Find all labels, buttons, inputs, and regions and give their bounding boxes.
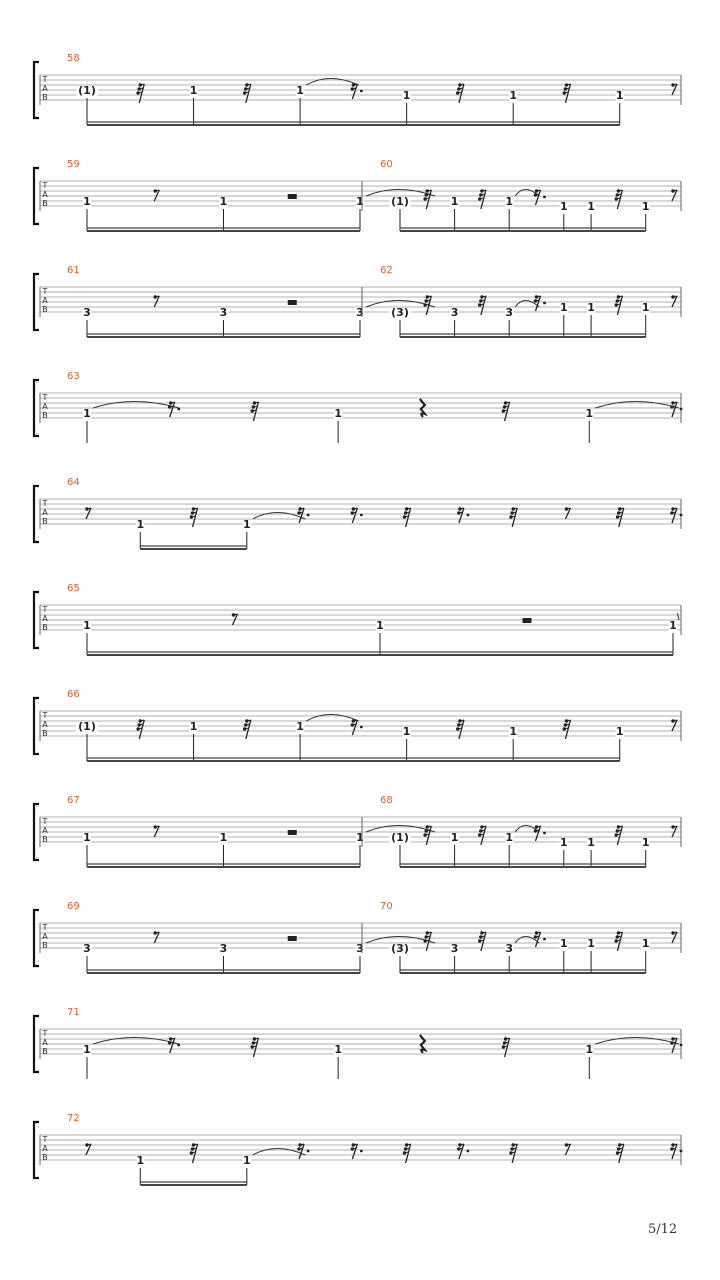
tab-clef-letter: B xyxy=(42,1047,48,1056)
system-bracket xyxy=(34,486,39,542)
tie-arc xyxy=(306,79,359,86)
fret-number: (1) xyxy=(391,195,409,208)
fret-number: 3 xyxy=(505,306,514,319)
tab-clef-letter: T xyxy=(42,923,48,932)
fret-number: 1 xyxy=(242,518,251,531)
bar-number: 65 xyxy=(67,583,80,594)
system-bracket xyxy=(34,804,39,860)
fret-number: 1 xyxy=(296,720,304,733)
tab-system xyxy=(34,901,681,973)
tab-clef-letter: B xyxy=(42,1153,48,1162)
fret-number: 1 xyxy=(450,831,459,844)
system-bracket xyxy=(34,1016,39,1072)
fret-number: 1 xyxy=(376,619,384,632)
fret-number: 1 xyxy=(83,1043,91,1056)
fret-number: 1 xyxy=(136,1154,145,1167)
fret-number: 1 xyxy=(587,200,595,213)
fret-number: 1 xyxy=(296,84,304,97)
fret-number: (1) xyxy=(78,720,96,733)
tab-clef-letter: A xyxy=(42,1038,48,1047)
dot xyxy=(177,408,180,411)
tab-clef-letter: B xyxy=(42,93,48,102)
fret-number: 1 xyxy=(587,836,595,849)
system-bracket xyxy=(34,274,39,330)
tab-clef-letter: A xyxy=(42,84,48,93)
dot xyxy=(543,938,546,941)
tie-arc xyxy=(595,1038,679,1045)
dot xyxy=(680,1150,683,1153)
fret-number: 1 xyxy=(587,301,595,314)
tab-system xyxy=(34,53,681,125)
fret-number: 1 xyxy=(615,725,624,738)
fret-number: 1 xyxy=(242,1154,251,1167)
system-bracket xyxy=(34,62,39,118)
tab-system xyxy=(34,371,682,443)
bar-number: 72 xyxy=(67,1113,80,1124)
fret-number: 1 xyxy=(83,195,91,208)
bar-number: 66 xyxy=(67,689,80,700)
fret-number: 1 xyxy=(402,725,411,738)
fret-number: 3 xyxy=(356,306,364,319)
fret-number: 3 xyxy=(83,942,91,955)
bar-number: 63 xyxy=(67,371,80,382)
tab-clef-letter: A xyxy=(42,932,48,941)
tab-clef-letter: B xyxy=(42,941,48,950)
system-bracket xyxy=(34,168,39,224)
fret-number: 1 xyxy=(505,195,514,208)
fret-number: 1 xyxy=(559,301,568,314)
fret-number: 1 xyxy=(585,407,594,420)
fret-number: 1 xyxy=(136,518,145,531)
tab-clef-letter: B xyxy=(42,517,48,526)
dot xyxy=(543,302,546,305)
tab-system xyxy=(34,795,681,867)
dot xyxy=(307,1150,310,1153)
tie-arc xyxy=(678,614,680,621)
dot xyxy=(177,1044,180,1047)
half-rest xyxy=(288,194,297,199)
fret-number: 3 xyxy=(83,306,91,319)
fret-number: 3 xyxy=(219,306,228,319)
bar-number: 59 xyxy=(67,159,80,170)
fret-number: (1) xyxy=(391,831,409,844)
tab-clef-letter: T xyxy=(42,711,48,720)
half-rest xyxy=(288,300,297,305)
tab-clef-letter: T xyxy=(42,181,48,190)
tab-clef-letter: T xyxy=(42,1135,48,1144)
dot xyxy=(360,514,363,517)
tie-arc xyxy=(93,1038,179,1045)
dot xyxy=(680,1044,683,1047)
dot xyxy=(543,832,546,835)
fret-number: 1 xyxy=(585,1043,594,1056)
dot xyxy=(680,514,683,517)
tab-clef-letter: B xyxy=(42,411,48,420)
bar-number: 69 xyxy=(67,901,80,912)
fret-number: 1 xyxy=(505,831,514,844)
tab-clef-letter: A xyxy=(42,1144,48,1153)
tab-clef-letter: T xyxy=(42,817,48,826)
system-bracket xyxy=(34,910,39,966)
bar-number: 60 xyxy=(380,159,393,170)
half-rest xyxy=(288,830,297,835)
fret-number: 1 xyxy=(402,89,411,102)
tab-system xyxy=(34,1113,682,1185)
tab-clef-letter: A xyxy=(42,826,48,835)
fret-number: 1 xyxy=(356,831,364,844)
fret-number: 1 xyxy=(219,831,228,844)
tab-clef-letter: B xyxy=(42,835,48,844)
dot xyxy=(360,726,363,729)
fret-number: 1 xyxy=(83,831,91,844)
half-rest xyxy=(288,936,297,941)
tab-clef-letter: B xyxy=(42,729,48,738)
fret-number: (1) xyxy=(78,84,96,97)
fret-number: 1 xyxy=(587,937,595,950)
fret-number: 1 xyxy=(669,619,677,632)
tab-clef-letter: A xyxy=(42,402,48,411)
tab-clef-letter: A xyxy=(42,720,48,729)
fret-number: 1 xyxy=(615,89,624,102)
tab-system xyxy=(34,583,681,655)
fret-number: 1 xyxy=(509,89,518,102)
system-bracket xyxy=(34,698,39,754)
dot xyxy=(467,514,470,517)
tie-arc xyxy=(93,402,179,409)
tab-clef-letter: A xyxy=(42,296,48,305)
bar-number: 71 xyxy=(67,1007,80,1018)
fret-number: 1 xyxy=(559,200,568,213)
bar-number: 64 xyxy=(67,477,80,488)
fret-number: 1 xyxy=(559,937,568,950)
tab-clef-letter: T xyxy=(42,393,48,402)
fret-number: 1 xyxy=(334,407,342,420)
tab-clef-letter: T xyxy=(42,605,48,614)
dot xyxy=(467,1150,470,1153)
bar-number: 70 xyxy=(380,901,393,912)
fret-number: 3 xyxy=(356,942,364,955)
fret-number: 3 xyxy=(450,942,459,955)
bar-number: 58 xyxy=(67,53,80,64)
fret-number: 1 xyxy=(356,195,364,208)
bar-number: 68 xyxy=(380,795,393,806)
tab-clef-letter: T xyxy=(42,499,48,508)
bar-number: 62 xyxy=(380,265,393,276)
tab-system xyxy=(34,689,681,761)
system-bracket xyxy=(34,380,39,436)
tab-clef-letter: B xyxy=(42,305,48,314)
dot xyxy=(543,196,546,199)
fret-number: 1 xyxy=(189,84,198,97)
fret-number: (3) xyxy=(391,306,409,319)
fret-number: (3) xyxy=(391,942,409,955)
fret-number: 3 xyxy=(450,306,459,319)
tab-clef-letter: T xyxy=(42,75,48,84)
bar-number: 67 xyxy=(67,795,80,806)
tie-arc xyxy=(306,715,359,722)
tab-system xyxy=(34,159,681,231)
dot xyxy=(360,90,363,93)
fret-number: 1 xyxy=(641,836,650,849)
fret-number: 1 xyxy=(189,720,198,733)
tab-clef-letter: B xyxy=(42,199,48,208)
system-bracket xyxy=(34,1122,39,1178)
page-number-text: 5/12 xyxy=(648,1222,678,1237)
tab-clef-letter: A xyxy=(42,508,48,517)
fret-number: 1 xyxy=(83,619,91,632)
fret-number: 1 xyxy=(83,407,91,420)
tab-clef-letter: T xyxy=(42,1029,48,1038)
fret-number: 1 xyxy=(641,937,650,950)
fret-number: 1 xyxy=(450,195,459,208)
fret-number: 1 xyxy=(334,1043,342,1056)
tab-clef-letter: B xyxy=(42,623,48,632)
tie-arc xyxy=(595,402,679,409)
tab-clef-letter: A xyxy=(42,614,48,623)
dot xyxy=(307,514,310,517)
page-number xyxy=(630,1218,690,1238)
fret-number: 1 xyxy=(559,836,568,849)
tab-clef-letter: T xyxy=(42,287,48,296)
tab-system xyxy=(34,1007,682,1079)
fret-number: 1 xyxy=(641,200,650,213)
dot xyxy=(360,1150,363,1153)
tab-system xyxy=(34,265,681,337)
fret-number: 3 xyxy=(505,942,514,955)
system-bracket xyxy=(34,592,39,648)
half-rest xyxy=(523,618,532,623)
fret-number: 1 xyxy=(219,195,228,208)
bar-number: 61 xyxy=(67,265,80,276)
dot xyxy=(680,408,683,411)
fret-number: 1 xyxy=(509,725,518,738)
fret-number: 3 xyxy=(219,942,228,955)
fret-number: 1 xyxy=(641,301,650,314)
tab-system xyxy=(34,477,682,549)
tab-clef-letter: A xyxy=(42,190,48,199)
